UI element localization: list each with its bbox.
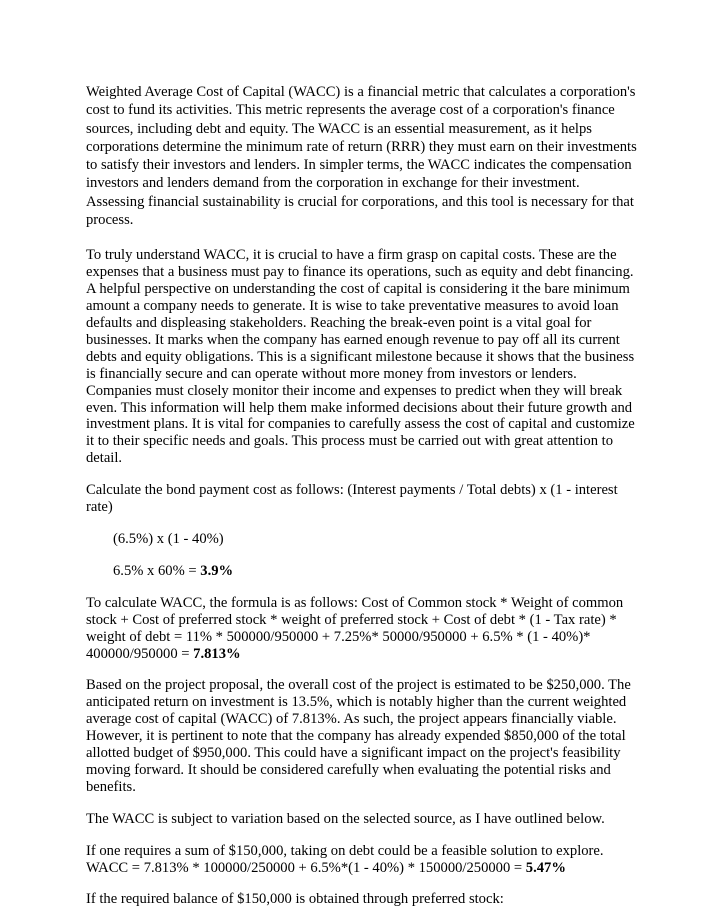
- wacc-calculation-text: To calculate WACC, the formula is as follows: Cost of Common stock * Weight of common stock + Cost of preferred stock * weight of preferred stock + Cost of debt * (1 - Tax rate) * weight of debt = 11% * 500000/950000 + 7.25%* 50000/950000 + 6.5% * (1 - 40%)* 400000/950000 =: [86, 594, 624, 662]
- formula-line-2-text: 6.5% x 60% =: [113, 562, 201, 579]
- paragraph-bond-cost-formula: Calculate the bond payment cost as follows: (Interest payments / Total debts) x (1 - interest rate): [86, 482, 618, 516]
- document-page: [86, 83, 638, 908]
- paragraph-wacc-calculation: [86, 595, 638, 663]
- paragraph-capital-costs: To truly understand WACC, it is crucial to have a firm grasp on capital costs. These are the expenses that a business must pay to finance its operations, such as equity and debt financing. A helpful perspective on understanding the cost of capital is considering it the bare minimum amount a company needs to generate. It is wise to take preventative measures to avoid loan defaults and displeasing stakeholders. Reaching the break-even point is a vital goal for businesses. It marks when the company has earned enough revenue to pay off all its current debts and equity obligations. This is a significant milestone because it shows that the business is financially secure and can operate without more money from investors or lenders. Companies must closely monitor their income and expenses to predict when they will break even. This information will help them make informed decisions about their future growth and investment plans. It is vital for companies to carefully assess the cost of capital and customize it to their specific needs and goals. This process must be carried out with great attention to detail.: [86, 247, 635, 467]
- paragraph-wacc-variation: The WACC is subject to variation based on the selected source, as I have outlined below.: [86, 810, 605, 827]
- formula-line-2-result: 3.9%: [200, 562, 234, 579]
- paragraph-debt-option: [86, 843, 638, 877]
- wacc-calculation-result: 7.813%: [193, 645, 241, 662]
- paragraph-preferred-stock-option: If the required balance of $150,000 is obtained through preferred stock:: [86, 891, 504, 908]
- formula-line-2: [86, 563, 638, 580]
- debt-option-text: If one requires a sum of $150,000, taking on debt could be a feasible solution to explore. WACC = 7.813% * 100000/250000 + 6.5%*(1 - 40%) * 150000/250000 =: [86, 842, 604, 876]
- paragraph-project-proposal: Based on the project proposal, the overall cost of the project is estimated to be $250,000. The anticipated return on investment is 13.5%, which is notably higher than the current weighted average cost of capital (WACC) of 7.813%. As such, the project appears financially viable. However, it is pertinent to note that the company has already expended $850,000 of the total allotted budget of $950,000. This could have a significant impact on the project's feasibility moving forward. It should be considered carefully when evaluating the potential risks and benefits.: [86, 677, 631, 795]
- paragraph-wacc-definition: Weighted Average Cost of Capital (WACC) is a financial metric that calculates a corporation's cost to fund its activities. This metric represents the average cost of a corporation's finance sources, including debt and equity. The WACC is an essential measurement, as it helps corporations determine the minimum rate of return (RRR) they must earn on their investments to satisfy their investors and lenders. In simpler terms, the WACC indicates the compensation investors and lenders demand from the corporation in exchange for their investment. Assessing financial sustainability is crucial for corporations, and this tool is necessary for that process.: [86, 84, 637, 229]
- formula-line-1: (6.5%) x (1 - 40%): [113, 530, 224, 547]
- debt-option-result: 5.47%: [525, 859, 566, 876]
